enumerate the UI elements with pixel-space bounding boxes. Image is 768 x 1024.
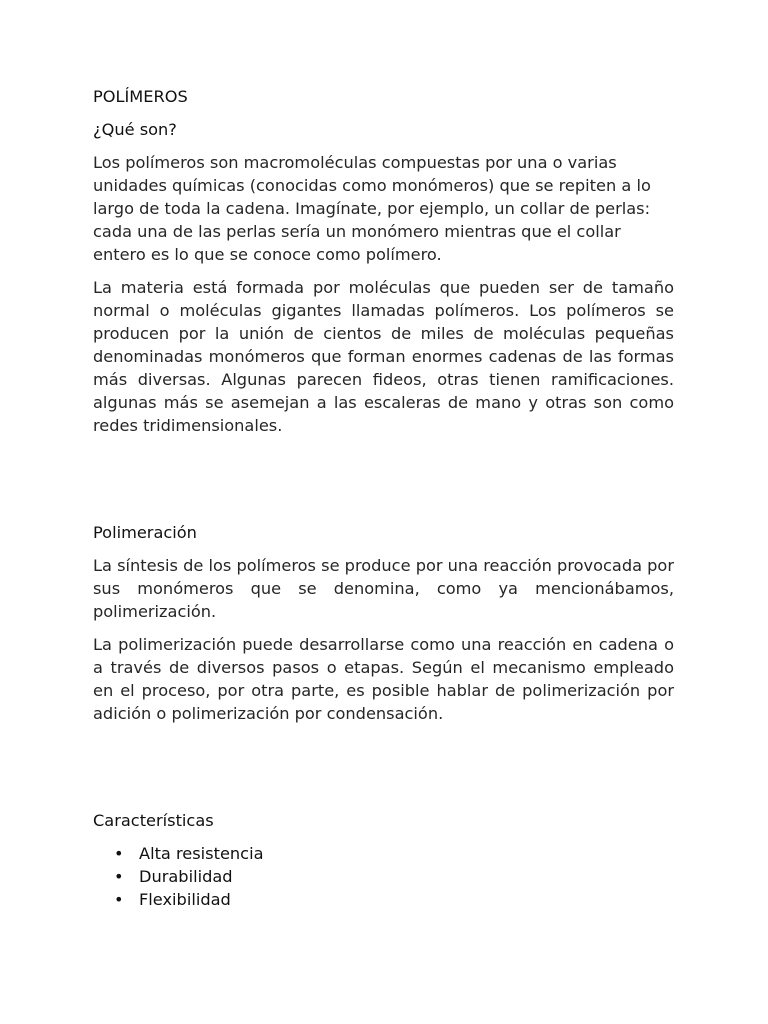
list-item: [93, 865, 674, 888]
paragraph-materia: La materia está formada por moléculas que pueden ser de tamaño normal o moléculas gigantes llamadas polímeros. Los polímeros se producen por la unión de cientos de miles de moléculas pequeñas denominadas monómeros que forman enormes cadenas de las formas más diversas. Algunas parecen fideos, otras tienen ramificaciones. algunas más se asemejan a las escaleras de mano y otras son como redes tridimensionales.: [93, 278, 674, 435]
bullet-icon: •: [114, 867, 124, 886]
list-item-label: Alta resistencia: [139, 844, 264, 863]
list-item-label: Durabilidad: [139, 867, 233, 886]
title-polimeros: POLÍMEROS: [93, 87, 188, 106]
bullet-icon: •: [114, 890, 124, 909]
bullet-icon: •: [114, 844, 124, 863]
heading-polimeracion: Polimeración: [93, 523, 197, 542]
spacer: [93, 447, 674, 521]
subtitle-que-son: ¿Qué son?: [93, 120, 177, 139]
list-item: [93, 888, 674, 911]
paragraph-definition: Los polímeros son macromoléculas compuestas por una o varias unidades químicas (conocidas como monómeros) que se repiten a lo largo de toda la cadena. Imagínate, por ejemplo, un collar de perlas: cada una de las perlas sería un monómero mientras que el collar entero es lo que se conoce como polímero.: [93, 153, 651, 264]
list-item-label: Flexibilidad: [139, 890, 231, 909]
list-item: [93, 842, 674, 865]
characteristics-list: [93, 842, 674, 911]
document-content: [93, 85, 674, 911]
paragraph-polimerizacion: La polimerización puede desarrollarse como una reacción en cadena o a través de diversos pasos o etapas. Según el mecanismo empleado en el proceso, por otra parte, es posible hablar de polimerización por adición o polimerización por condensación.: [93, 635, 674, 723]
heading-caracteristicas: Características: [93, 811, 214, 830]
spacer: [93, 735, 674, 809]
paragraph-sintesis: La síntesis de los polímeros se produce por una reacción provocada por sus monómeros que se denomina, como ya mencionábamos, polimerización.: [93, 556, 674, 621]
